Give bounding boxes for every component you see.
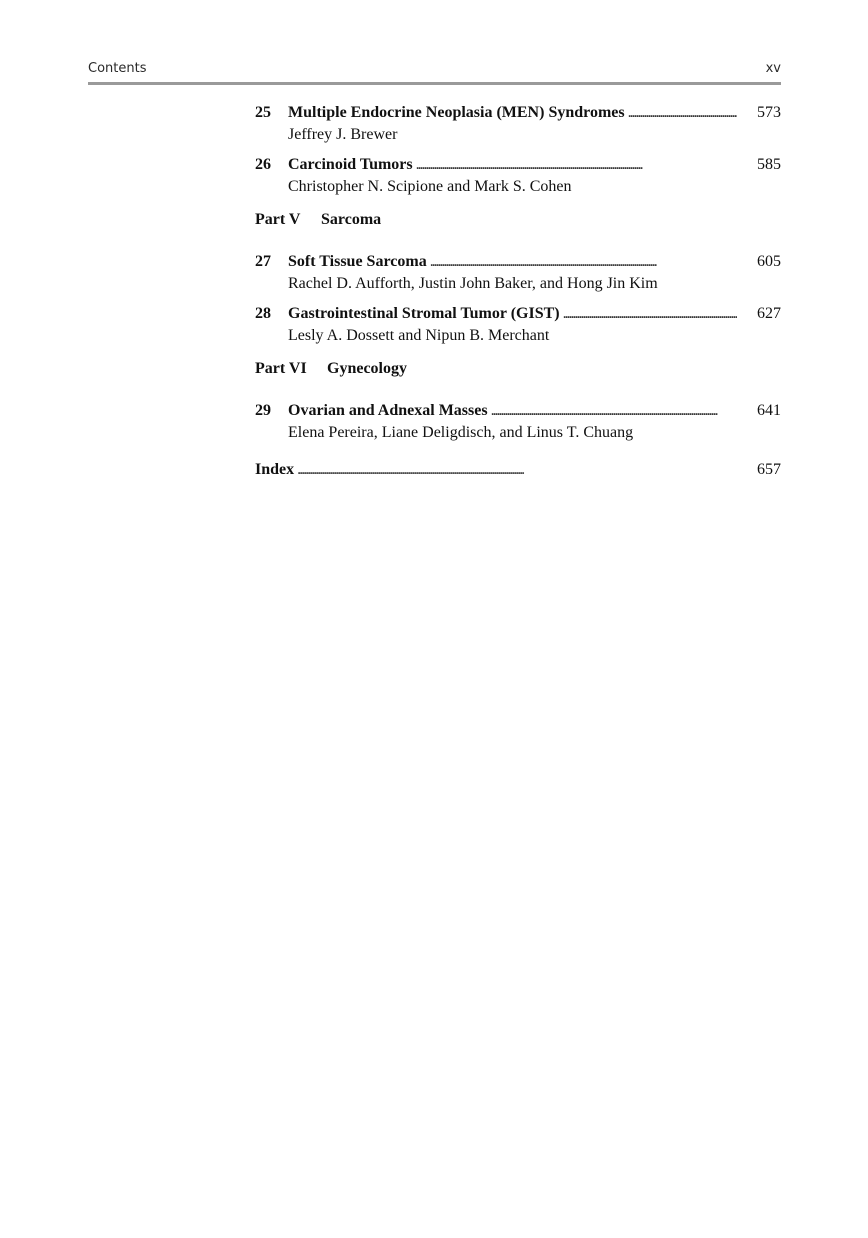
index-page: 657 bbox=[737, 459, 781, 481]
chapter-authors: Rachel D. Aufforth, Justin John Baker, and Hong Jin Kim bbox=[288, 275, 658, 292]
table-of-contents bbox=[255, 102, 781, 490]
part-label: Part V bbox=[255, 211, 301, 228]
chapter-number: 29 bbox=[255, 402, 271, 419]
chapter-authors: Elena Pereira, Liane Deligdisch, and Linus T. Chuang bbox=[288, 424, 634, 441]
chapter-page: 573 bbox=[737, 102, 781, 124]
chapter-authors: Lesly A. Dossett and Nipun B. Merchant bbox=[288, 327, 550, 344]
chapter-number: 25 bbox=[255, 104, 271, 121]
toc-entry-25[interactable] bbox=[255, 102, 781, 145]
chapter-title[interactable]: Carcinoid Tumors bbox=[288, 156, 416, 173]
header-rule bbox=[88, 82, 781, 85]
chapter-page: 627 bbox=[737, 303, 781, 325]
part-title: Sarcoma bbox=[321, 211, 382, 228]
chapter-page: 605 bbox=[737, 251, 781, 273]
toc-entry-index[interactable] bbox=[255, 459, 781, 481]
chapter-title[interactable]: Soft Tissue Sarcoma bbox=[288, 253, 430, 270]
chapter-number: 28 bbox=[255, 305, 271, 322]
toc-entry-27[interactable] bbox=[255, 251, 781, 294]
chapter-number: 27 bbox=[255, 253, 271, 270]
chapter-title[interactable]: Multiple Endocrine Neoplasia (MEN) Syndromes bbox=[288, 104, 628, 121]
chapter-authors: Christopher N. Scipione and Mark S. Cohen bbox=[288, 178, 572, 195]
chapter-page: 641 bbox=[737, 400, 781, 422]
toc-entry-29[interactable] bbox=[255, 400, 781, 443]
page-number: xv bbox=[765, 61, 781, 76]
running-head: Contents bbox=[88, 61, 147, 76]
chapter-title[interactable]: Ovarian and Adnexal Masses bbox=[288, 402, 491, 419]
index-title[interactable]: Index bbox=[255, 461, 297, 478]
page-header bbox=[88, 58, 781, 80]
part-label: Part VI bbox=[255, 360, 307, 377]
part-title: Gynecology bbox=[327, 360, 407, 377]
toc-entry-28[interactable] bbox=[255, 303, 781, 346]
chapter-authors: Jeffrey J. Brewer bbox=[288, 126, 398, 143]
toc-entry-26[interactable] bbox=[255, 154, 781, 197]
chapter-number: 26 bbox=[255, 156, 271, 173]
part-heading-vi bbox=[255, 358, 781, 380]
part-heading-v bbox=[255, 209, 781, 231]
chapter-title[interactable]: Gastrointestinal Stromal Tumor (GIST) bbox=[288, 305, 563, 322]
chapter-page: 585 bbox=[737, 154, 781, 176]
